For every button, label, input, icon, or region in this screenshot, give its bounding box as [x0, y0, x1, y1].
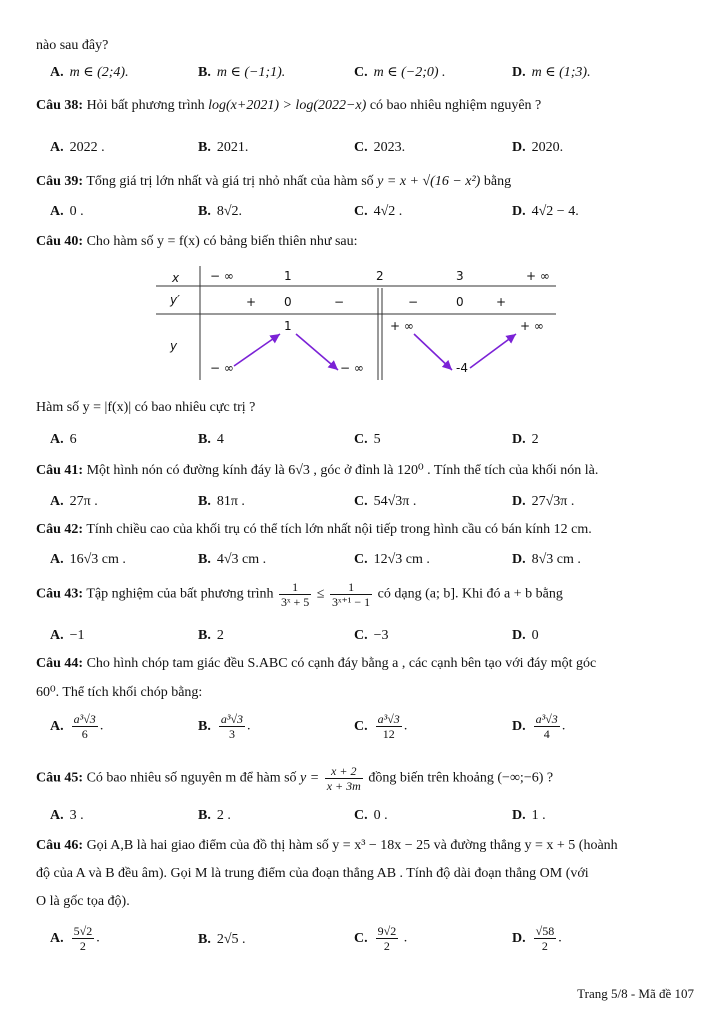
q44-option-d[interactable]: D. $\frac{\text{a³√3}}{4}$ .: [512, 712, 566, 741]
q45-options: [50, 808, 710, 830]
question-39: Câu 39: Tổng giá trị lớn nhất và giá trị nhỏ nhất của hàm số y = x + √(16 − x²) bằng: [36, 174, 512, 189]
q44-options: [50, 712, 710, 752]
sign-3: −: [334, 295, 345, 309]
q37-option-d[interactable]: D. m ∈ (1;3).: [512, 65, 591, 80]
sign-4: −: [408, 295, 419, 309]
q40-option-c[interactable]: C. 5: [354, 432, 381, 447]
q39-option-b[interactable]: B. 8√2.: [198, 204, 243, 219]
table-yprime-label: y′: [170, 293, 180, 307]
q42-option-a[interactable]: A. 16√3 cm .: [50, 552, 126, 567]
sign-6: +: [496, 295, 507, 309]
x-val-2: 2: [376, 269, 384, 283]
q38-option-a[interactable]: A. 2022 .: [50, 140, 105, 155]
q42-options: [50, 552, 710, 574]
arrow-up-2: [470, 334, 516, 368]
q43-option-b[interactable]: B. 2: [198, 628, 224, 643]
intro-text: nào sau đây?: [36, 38, 109, 53]
y-val-pos-inf-1: + ∞: [390, 319, 414, 333]
q43-option-d[interactable]: D. 0: [512, 628, 539, 643]
q45-option-d[interactable]: D. 1 .: [512, 808, 546, 823]
q44-option-a[interactable]: A. $\frac{\text{a³√3}}{6}$ .: [50, 712, 104, 741]
q44-option-b[interactable]: B. $\frac{\text{a³√3}}{3}$ .: [198, 712, 251, 741]
x-neg-inf: − ∞: [210, 269, 234, 283]
arrow-down-2: [414, 334, 452, 370]
page-footer: Trang 5/8 - Mã đề 107: [577, 986, 694, 1001]
q39-option-c[interactable]: C. 4√2 .: [354, 204, 403, 219]
y-val-max: 1: [284, 319, 292, 333]
q43-fraction-left: $\frac{1}{\text{3ˣ + 5}}$: [281, 580, 310, 609]
x-val-3: 3: [456, 269, 464, 283]
arrow-up-1: [234, 334, 280, 366]
q41-option-c[interactable]: C. 54√3π .: [354, 494, 417, 509]
q46-option-a[interactable]: A. $\frac{5√2}{2}$ .: [50, 924, 100, 953]
q42-option-d[interactable]: D. 8√3 cm .: [512, 552, 581, 567]
q39-option-d[interactable]: D. 4√2 − 4.: [512, 204, 579, 219]
q38-option-b[interactable]: B. 2021.: [198, 140, 249, 155]
q42-option-b[interactable]: B. 4√3 cm .: [198, 552, 267, 567]
x-val-1: 1: [284, 269, 292, 283]
q40-option-a[interactable]: A. 6: [50, 432, 77, 447]
q43-option-a[interactable]: A. −1: [50, 628, 85, 643]
q37-option-b[interactable]: B. m ∈ (−1;1).: [198, 65, 286, 80]
sign-5: 0: [456, 295, 464, 309]
q41-option-b[interactable]: B. 81π .: [198, 494, 245, 509]
q45-option-b[interactable]: B. 2 .: [198, 808, 231, 823]
y-val-neg-inf-2: − ∞: [340, 361, 364, 375]
question-41: Câu 41: Một hình nón có đường kính đáy là 6√3 , góc ở đỉnh là 120⁰ . Tính thể tích của khối nón là.: [36, 463, 599, 478]
q37-option-a[interactable]: A. m ∈ (2;4).: [50, 65, 129, 80]
question-46-line2: độ của A và B đều âm). Gọi M là trung điểm của đoạn thẳng AB . Tính độ dài đoạn thẳng OM (với: [36, 866, 589, 881]
q46-option-d[interactable]: D. $\frac{√58}{2}$ .: [512, 924, 562, 953]
table-y-label: y: [170, 339, 178, 353]
question-46-line3: O là gốc tọa độ).: [36, 894, 130, 909]
q38-options: [50, 140, 710, 162]
question-43: Câu 43: Tập nghiệm của bất phương trình $\frac{1}{\text{3ˣ + 5}}$ ≤ $\frac{1}{\text{3ˣ⁺¹ − 1}}$ có dạng (a; b]. Khi đó a + b bằng: [36, 580, 563, 609]
y-val-min: -4: [456, 361, 468, 375]
q42-option-c[interactable]: C. 12√3 cm .: [354, 552, 430, 567]
q38-option-d[interactable]: D. 2020.: [512, 140, 564, 155]
q38-inequality: log(x+2021) > log(2022−x): [208, 98, 367, 113]
q45-option-c[interactable]: C. 0 .: [354, 808, 388, 823]
question-44-line2: 60⁰. Thể tích khối chóp bằng:: [36, 685, 203, 700]
y-val-neg-inf-1: − ∞: [210, 361, 234, 375]
q40-option-b[interactable]: B. 4: [198, 432, 224, 447]
q45-fraction: $\frac{x + 2}{x + 3m}$: [326, 764, 361, 793]
q41-option-a[interactable]: A. 27π .: [50, 494, 98, 509]
q39-option-a[interactable]: A. 0 .: [50, 204, 84, 219]
q38-option-c[interactable]: C. 2023.: [354, 140, 406, 155]
sign-1: +: [246, 295, 257, 309]
question-40-sub: Hàm số y = |f(x)| có bao nhiêu cực trị ?: [36, 400, 256, 415]
y-val-pos-inf-2: + ∞: [520, 319, 544, 333]
q40-option-d[interactable]: D. 2: [512, 432, 539, 447]
q43-option-c[interactable]: C. −3: [354, 628, 389, 643]
q46-options: [50, 924, 710, 964]
question-45: Câu 45: Có bao nhiêu số nguyên m để hàm số y = $\frac{x + 2}{x + 3m}$ đồng biến trên khoảng (−∞;−6) ?: [36, 764, 554, 793]
q44-option-c[interactable]: C. $\frac{\text{a³√3}}{12}$ .: [354, 712, 408, 741]
q40-options: [50, 432, 710, 454]
q39-options: [50, 204, 710, 226]
q37-option-c[interactable]: C. m ∈ (−2;0) .: [354, 65, 446, 80]
question-38: Câu 38: Hỏi bất phương trình log(x+2021) > log(2022−x) có bao nhiêu nghiệm nguyên ?: [36, 98, 542, 113]
q45-option-a[interactable]: A. 3 .: [50, 808, 84, 823]
question-44: Câu 44: Cho hình chóp tam giác đều S.ABC có cạnh đáy bằng a , các cạnh bên tạo với đáy một góc: [36, 656, 597, 671]
q37-options: [50, 64, 710, 86]
q43-options: [50, 628, 710, 650]
x-pos-inf: + ∞: [526, 269, 550, 283]
sign-2: 0: [284, 295, 292, 309]
question-40: Câu 40: Cho hàm số y = f(x) có bảng biến thiên như sau:: [36, 234, 358, 249]
variation-table: [150, 262, 560, 384]
q41-option-d[interactable]: D. 27√3π .: [512, 494, 575, 509]
question-46: Câu 46: Gọi A,B là hai giao điểm của đồ thị hàm số y = x³ − 18x − 25 và đường thẳng y = x + 5 (hoành: [36, 838, 618, 853]
q46-option-c[interactable]: C. $\frac{9√2}{2}$ .: [354, 924, 408, 953]
table-x-label: x: [172, 271, 180, 285]
question-42: Câu 42: Tính chiều cao của khối trụ có thể tích lớn nhất nội tiếp trong hình cầu có bán kính 12 cm.: [36, 522, 592, 537]
q41-options: [50, 494, 710, 516]
q43-fraction-right: $\frac{1}{\text{3ˣ⁺¹ − 1}}$: [331, 580, 371, 609]
q46-option-b[interactable]: B. 2√5 .: [198, 932, 246, 947]
arrow-down-1: [296, 334, 338, 370]
